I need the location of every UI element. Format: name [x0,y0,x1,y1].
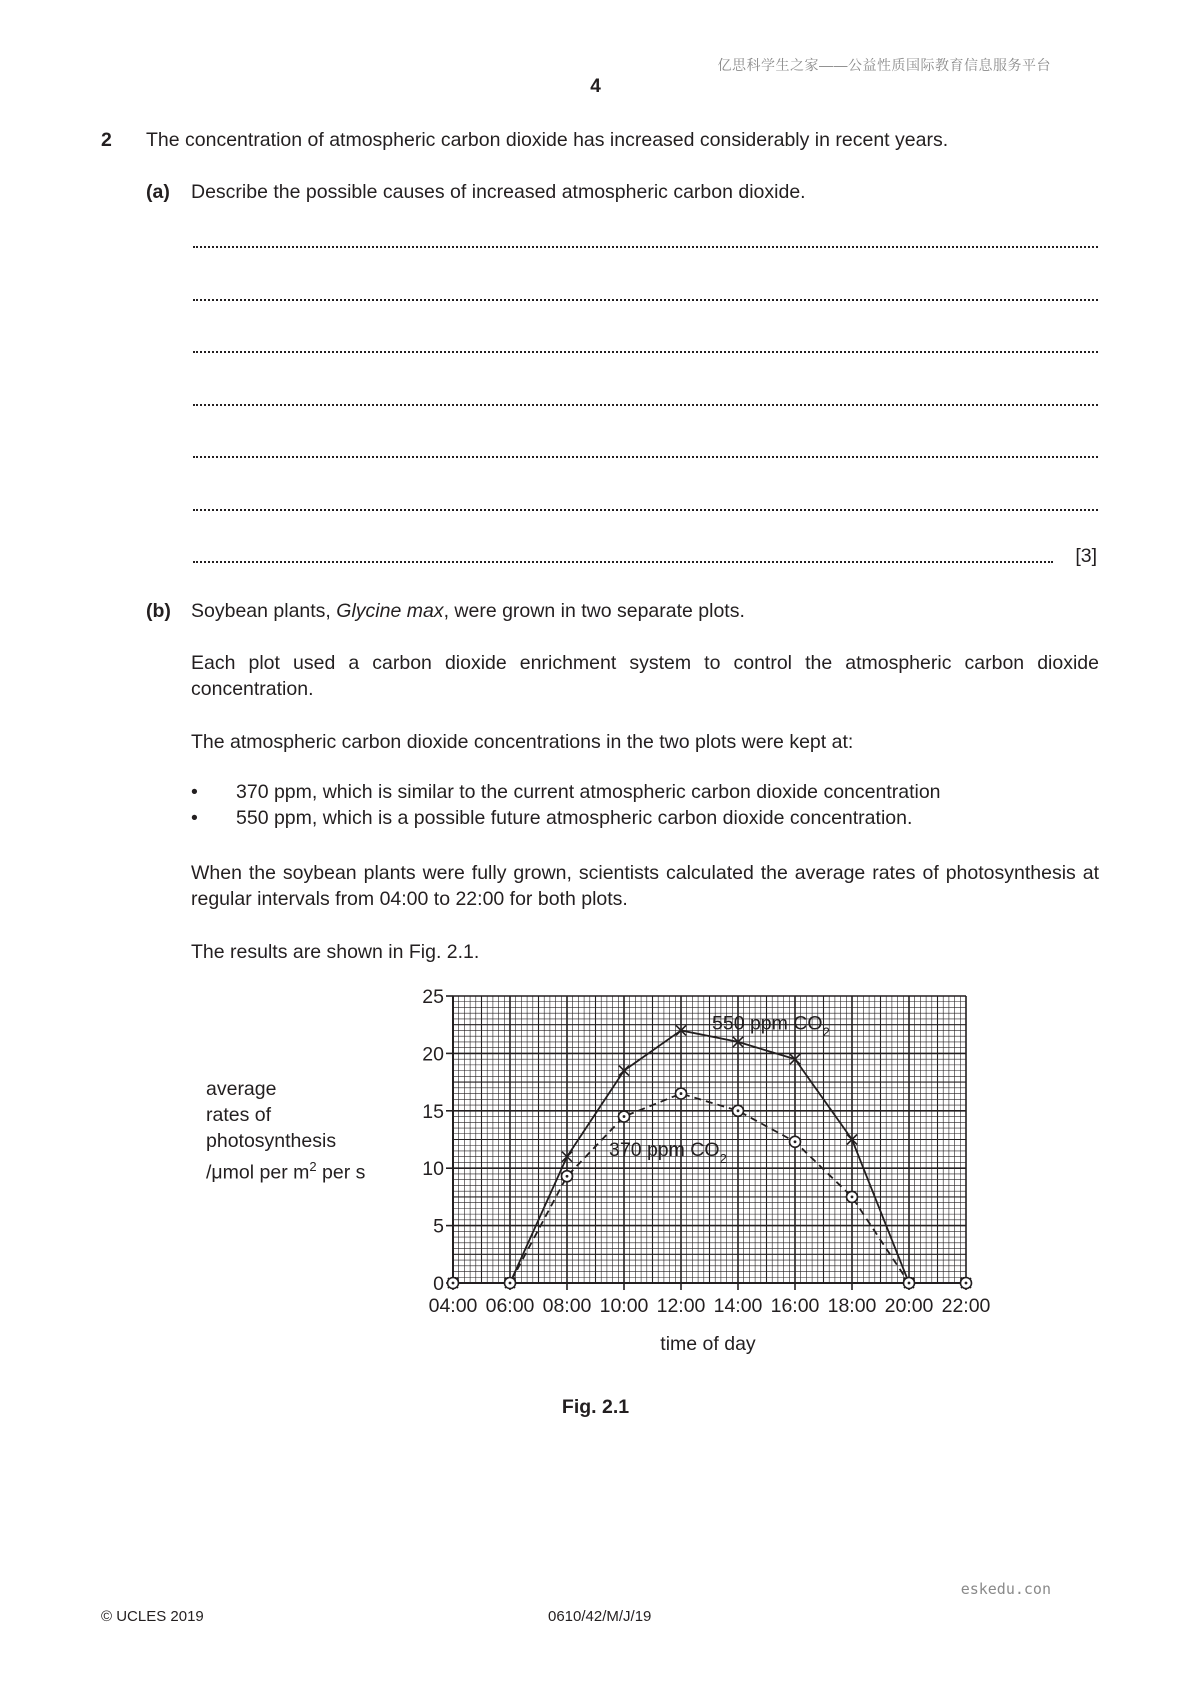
header-watermark: 亿思科学生之家——公益性质国际教育信息服务平台 [717,57,1051,73]
part-b-intro: Soybean plants, Glycine max, were grown in two separate plots. [191,600,745,622]
part-b-para4: The results are shown in Fig. 2.1. [191,941,480,963]
x-tick-label: 06:00 [485,1295,535,1317]
ylabel-line: photosynthesis [206,1130,337,1152]
figure-caption: Fig. 2.1 [561,1396,630,1418]
bullet-item: • 550 ppm, which is a possible future atmospheric carbon dioxide concentration. [191,807,913,829]
y-tick-label: 0 [433,1273,444,1295]
part-b-para2: The atmospheric carbon dioxide concentrations in the two plots were kept at: [191,731,854,753]
data-point-370ppm [847,1191,858,1202]
footer-copyright: © UCLES 2019 [101,1608,204,1625]
x-tick-label: 10:00 [599,1295,649,1317]
part-a-text: Describe the possible causes of increased atmospheric carbon dioxide. [191,181,806,203]
data-point-370ppm [790,1136,801,1147]
y-tick-label: 15 [422,1100,444,1123]
part-b-label: (b) [146,600,171,622]
footer-watermark: eskedu.con [960,1580,1051,1598]
data-point-370ppm [961,1278,972,1289]
part-b-para3: When the soybean plants were fully grown, scientists calculated the average rates of photosynthesis at regular intervals from 04:00 to 22:00 for both plots. [191,862,1099,910]
y-tick-label: 25 [422,986,444,1008]
x-tick-label: 18:00 [827,1295,877,1317]
data-point-370ppm [733,1105,744,1116]
chart-xlabel: time of day [660,1333,756,1355]
y-tick-label: 5 [433,1215,444,1238]
bullet-marker: • [191,781,198,803]
data-point-370ppm [562,1171,573,1182]
question-stem: The concentration of atmospheric carbon dioxide has increased considerably in recent years. [146,129,949,151]
data-point-370ppm [904,1278,915,1289]
series-label-370ppm: 370 ppm $CO_2$ [609,1138,727,1166]
footer-code: 0610/42/M/J/19 [548,1608,652,1625]
data-point-370ppm [619,1111,630,1122]
data-point-370ppm [448,1278,459,1289]
part-a-marks: [3] [1075,545,1097,567]
series-label-550ppm: 550 ppm $CO_2$ [712,1012,830,1040]
x-tick-label: 20:00 [884,1295,934,1317]
page-number: 4 [590,76,601,97]
part-a-label: (a) [146,181,170,203]
question-number: 2 [101,129,112,151]
part-b-para1: Each plot used a carbon dioxide enrichment system to control the atmospheric carbon dioxide concentration. [191,652,1099,700]
x-tick-label: 04:00 [428,1295,478,1317]
x-tick-label: 16:00 [770,1295,820,1317]
x-tick-label: 22:00 [941,1295,991,1317]
ylabel-line: average [206,1078,277,1100]
y-tick-label: 20 [422,1043,444,1066]
x-tick-label: 14:00 [713,1295,763,1317]
bullet-item: • 370 ppm, which is similar to the current atmospheric carbon dioxide concentration [191,781,941,803]
ylabel-unit: /μmol per $m^2$ per s [206,1159,366,1184]
x-tick-label: 08:00 [542,1295,592,1317]
ylabel-line: rates of [206,1104,272,1126]
data-point-370ppm [676,1088,687,1099]
data-point-370ppm [505,1278,516,1289]
x-tick-label: 12:00 [656,1295,706,1317]
y-tick-label: 10 [422,1158,444,1181]
bullet-marker: • [191,807,198,829]
